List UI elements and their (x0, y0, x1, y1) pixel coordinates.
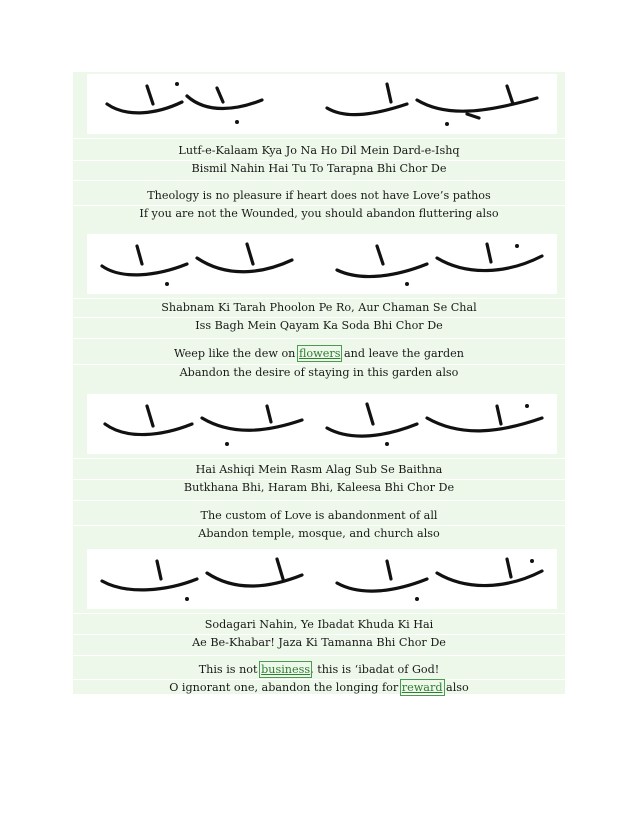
translation-line (73, 364, 565, 382)
translation-text: Weep like the dew on (174, 347, 299, 360)
roman-line: Iss Bagh Mein Qayam Ka Soda Bhi Chor De (195, 319, 443, 332)
translation-text: If you are not the Wounded, you should abandon fluttering also (139, 207, 499, 220)
translation-line (73, 507, 565, 525)
translation-text: also (442, 681, 469, 694)
urdu-calligraphy-image (87, 394, 557, 454)
urdu-calligraphy-image (87, 74, 557, 134)
flowers-link[interactable]: flowers (298, 347, 341, 360)
roman-line: Butkhana Bhi, Haram Bhi, Kaleesa Bhi Chor De (183, 481, 455, 494)
translation-line (73, 345, 565, 363)
translation-line (73, 187, 565, 205)
roman-line: Hai Ashiqi Mein Rasm Alag Sub Se Baithna (195, 463, 443, 476)
roman-line: Shabnam Ki Tarah Phoolon Pe Ro, Aur Chaman Se Chal (161, 301, 477, 314)
roman-line: Ae Be-Khabar! Jaza Ki Tamanna Bhi Chor De (192, 636, 446, 649)
calligraphy-icon (87, 234, 557, 294)
translation-text: The custom of Love is abandonment of all (200, 509, 438, 522)
roman-line: Sodagari Nahin, Ye Ibadat Khuda Ki Hai (204, 618, 434, 631)
calligraphy-icon (87, 394, 557, 454)
calligraphy-icon (87, 549, 557, 609)
roman-line: Bismil Nahin Hai Tu To Tarapna Bhi Chor De (191, 162, 447, 175)
translation-text: Abandon the desire of staying in this garden also (179, 366, 459, 379)
translation-text: This is not (198, 663, 262, 676)
reward-link[interactable]: reward (401, 681, 443, 694)
poem-page (73, 72, 565, 694)
translation-line (73, 525, 565, 543)
urdu-calligraphy-image (87, 549, 557, 609)
translation-line (73, 661, 565, 679)
calligraphy-icon (87, 74, 557, 134)
roman-line: Lutf-e-Kalaam Kya Jo Na Ho Dil Mein Dard-e-Ishq (178, 144, 460, 157)
urdu-calligraphy-image (87, 234, 557, 294)
translation-text: Theology is no pleasure if heart does not have Love’s pathos (147, 189, 491, 202)
translation-text: , this is ‘ibadat of God! (310, 663, 440, 676)
translation-line (73, 679, 565, 697)
translation-text: O ignorant one, abandon the longing for (169, 681, 402, 694)
translation-text: and leave the garden (340, 347, 464, 360)
translation-text: Abandon temple, mosque, and church also (198, 527, 440, 540)
translation-line (73, 205, 565, 223)
business-link[interactable]: business (261, 663, 311, 676)
